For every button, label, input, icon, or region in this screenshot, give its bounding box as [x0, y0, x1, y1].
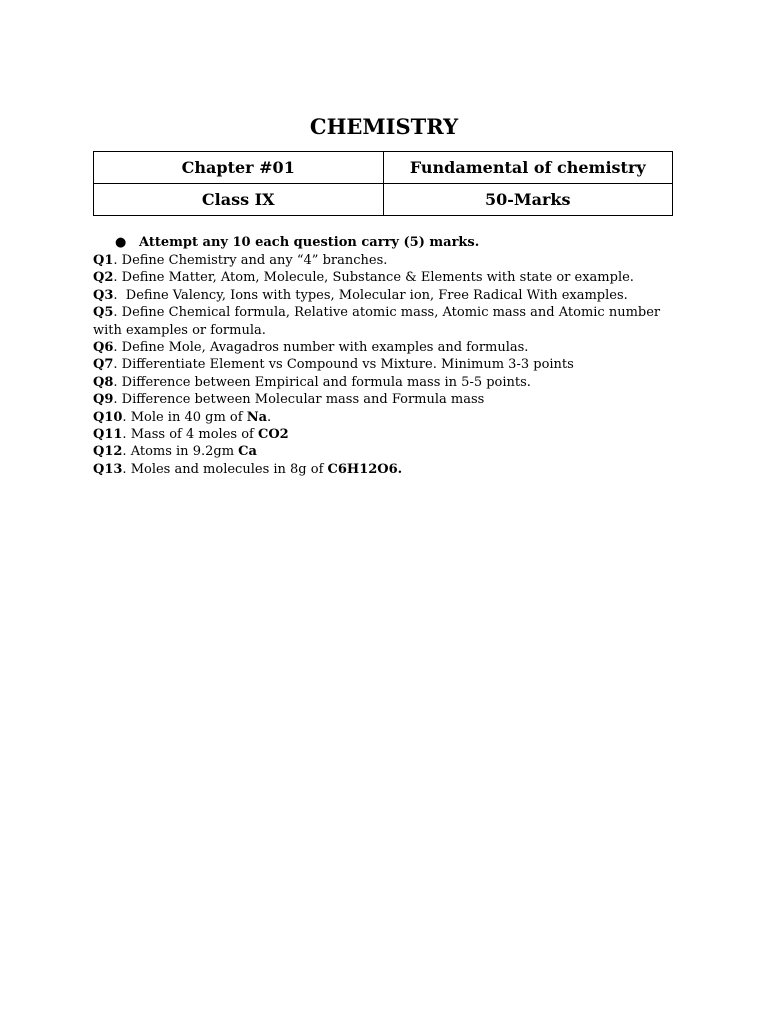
table-row: [94, 152, 673, 184]
question-number: Q7: [93, 357, 114, 373]
question-item: [93, 426, 673, 443]
question-item: [93, 252, 673, 269]
question-text: Atoms in 9.2gm: [130, 444, 239, 460]
question-text: Mass of 4 moles of: [130, 427, 258, 443]
question-item: [93, 443, 673, 460]
question-number: Q5: [93, 305, 114, 321]
bullet-icon: ●: [115, 235, 127, 250]
question-highlight: C6H12O6.: [327, 461, 403, 477]
question-separator: .: [122, 461, 131, 477]
question-text: Moles and molecules in 8g of: [130, 461, 328, 477]
question-text: Define Mole, Avagadros number with examples and formulas.: [121, 340, 529, 356]
question-item: [93, 374, 673, 391]
question-number: Q12: [93, 444, 123, 460]
question-number: Q6: [93, 340, 114, 356]
question-text: Difference between Molecular mass and Formula mass: [121, 392, 485, 408]
question-highlight: Ca: [238, 444, 257, 460]
question-number: Q9: [93, 392, 114, 408]
question-item: [93, 461, 673, 478]
question-separator: .: [113, 253, 122, 268]
page-title: CHEMISTRY: [309, 114, 459, 139]
question-item: [93, 269, 673, 286]
instruction-text: Attempt any 10 each question carry (5) marks.: [139, 235, 480, 250]
question-number: Q1: [93, 253, 114, 268]
question-separator: .: [122, 409, 131, 425]
question-separator: .: [122, 427, 131, 443]
question-item: [93, 339, 673, 356]
question-number: Q8: [93, 374, 114, 390]
question-number: Q2: [93, 270, 114, 286]
class-cell: Class IX: [94, 184, 384, 216]
question-text: Define Chemistry and any “4” branches.: [121, 253, 388, 268]
question-item: [93, 391, 673, 408]
question-item: [93, 304, 673, 339]
question-text: Define Valency, Ions with types, Molecular ion, Free Radical With examples.: [125, 287, 628, 303]
question-highlight: Na: [246, 409, 268, 425]
question-list: [93, 252, 673, 478]
question-number: Q13: [93, 461, 123, 477]
question-separator: .: [113, 392, 122, 408]
question-separator: .: [113, 270, 122, 286]
question-item: [93, 287, 673, 304]
instruction: [115, 234, 479, 252]
question-item: [93, 409, 673, 426]
question-separator: .: [113, 374, 122, 390]
chapter-cell: Chapter #01: [94, 152, 384, 184]
question-separator: .: [122, 444, 131, 460]
info-table: [93, 151, 673, 216]
question-separator: .: [113, 287, 126, 303]
question-text: Define Chemical formula, Relative atomic mass, Atomic mass and Atomic number with examples or formula.: [93, 305, 661, 338]
question-separator: .: [113, 340, 122, 356]
question-text: Define Matter, Atom, Molecule, Substance & Elements with state or example.: [121, 270, 634, 286]
question-highlight: CO2: [257, 427, 289, 443]
question-number: Q10: [93, 409, 123, 425]
chapter-title-cell: Fundamental of chemistry: [383, 152, 673, 184]
question-item: [93, 356, 673, 373]
question-separator: .: [113, 357, 122, 373]
question-text: Mole in 40 gm of: [130, 409, 247, 425]
question-text: Differentiate Element vs Compound vs Mixture. Minimum 3-3 points: [121, 357, 574, 373]
question-number: Q11: [93, 427, 123, 443]
question-text: Difference between Empirical and formula mass in 5-5 points.: [121, 374, 531, 390]
table-row: [94, 184, 673, 216]
question-number: Q3: [93, 287, 114, 303]
question-end: .: [267, 409, 272, 425]
marks-cell: 50-Marks: [383, 184, 673, 216]
question-separator: .: [113, 305, 122, 321]
